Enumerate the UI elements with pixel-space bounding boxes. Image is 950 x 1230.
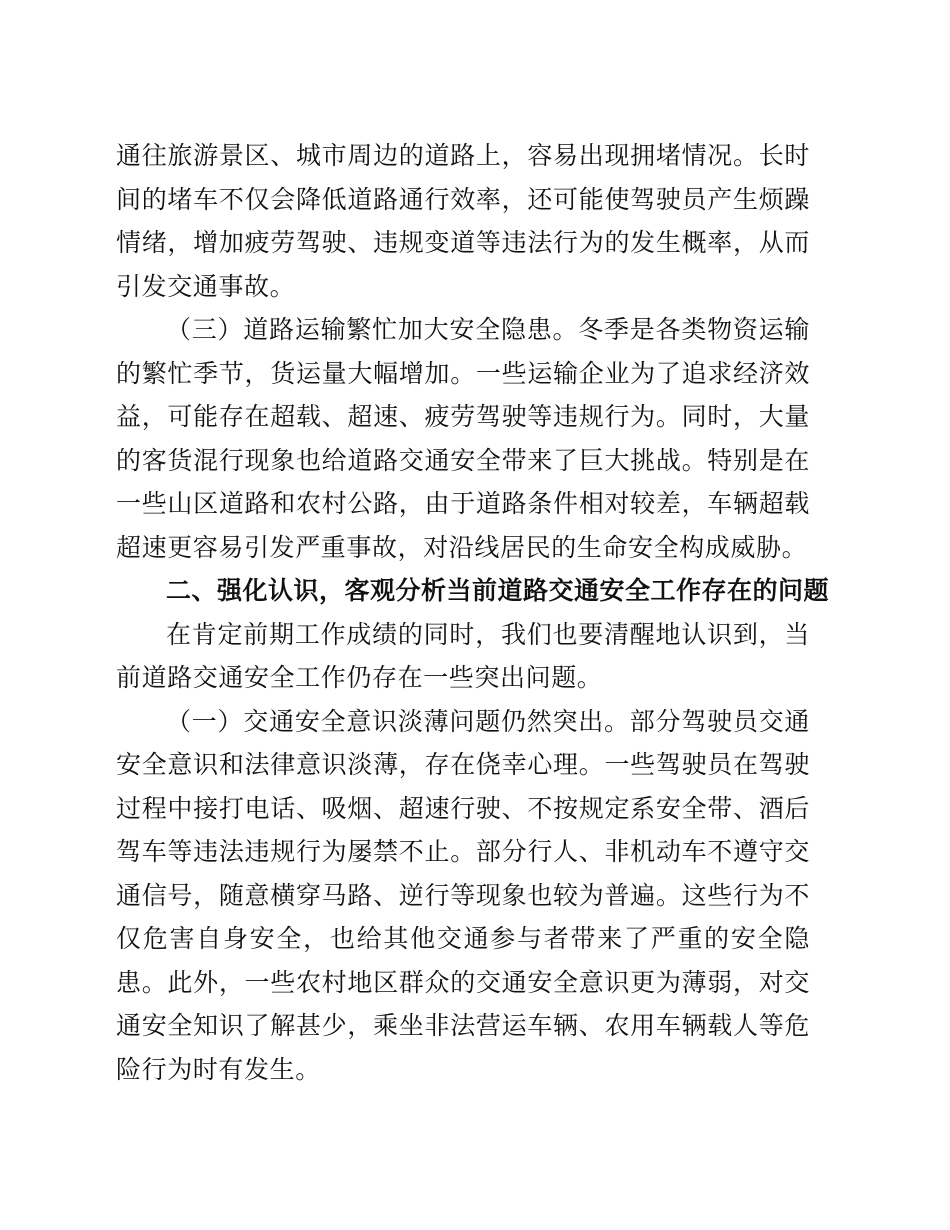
paragraph-transport-risk: （三）道路运输繁忙加大安全隐患。冬季是各类物资运输的繁忙季节，货运量大幅增加。一些运输企业为了追求经济效益，可能存在超载、超速、疲劳驾驶等违规行为。同时，大量的客货混行现象也给道路交通安全带来了巨大挑战。特别是在一些山区道路和农村公路，由于道路条件相对较差，车辆超载超速更容易引发严重事故，对沿线居民的生命安全构成威胁。 — [116, 315, 810, 562]
section-heading-2: 二、强化认识，客观分析当前道路交通安全工作存在的问题 — [166, 576, 830, 605]
paragraph-problems-intro: 在肯定前期工作成绩的同时，我们也要清醒地认识到，当前道路交通安全工作仍存在一些突出问题。 — [116, 619, 810, 692]
document-page — [116, 134, 830, 1091]
paragraph-congestion: 通往旅游景区、城市周边的道路上，容易出现拥堵情况。长时间的堵车不仅会降低道路通行效率，还可能使驾驶员产生烦躁情绪，增加疲劳驾驶、违规变道等违法行为的发生概率，从而引发交通事故。 — [116, 141, 810, 301]
paragraph-safety-awareness: （一）交通安全意识淡薄问题仍然突出。部分驾驶员交通安全意识和法律意识淡薄，存在侥幸心理。一些驾驶员在驾驶过程中接打电话、吸烟、超速行驶、不按规定系安全带、酒后驾车等违法违规行为屡禁不止。部分行人、非机动车不遵守交通信号，随意横穿马路、逆行等现象也较为普遍。这些行为不仅危害自身安全，也给其他交通参与者带来了严重的安全隐患。此外，一些农村地区群众的交通安全意识更为薄弱，对交通安全知识了解甚少，乘坐非法营运车辆、农用车辆载人等危险行为时有发生。 — [116, 706, 810, 1084]
